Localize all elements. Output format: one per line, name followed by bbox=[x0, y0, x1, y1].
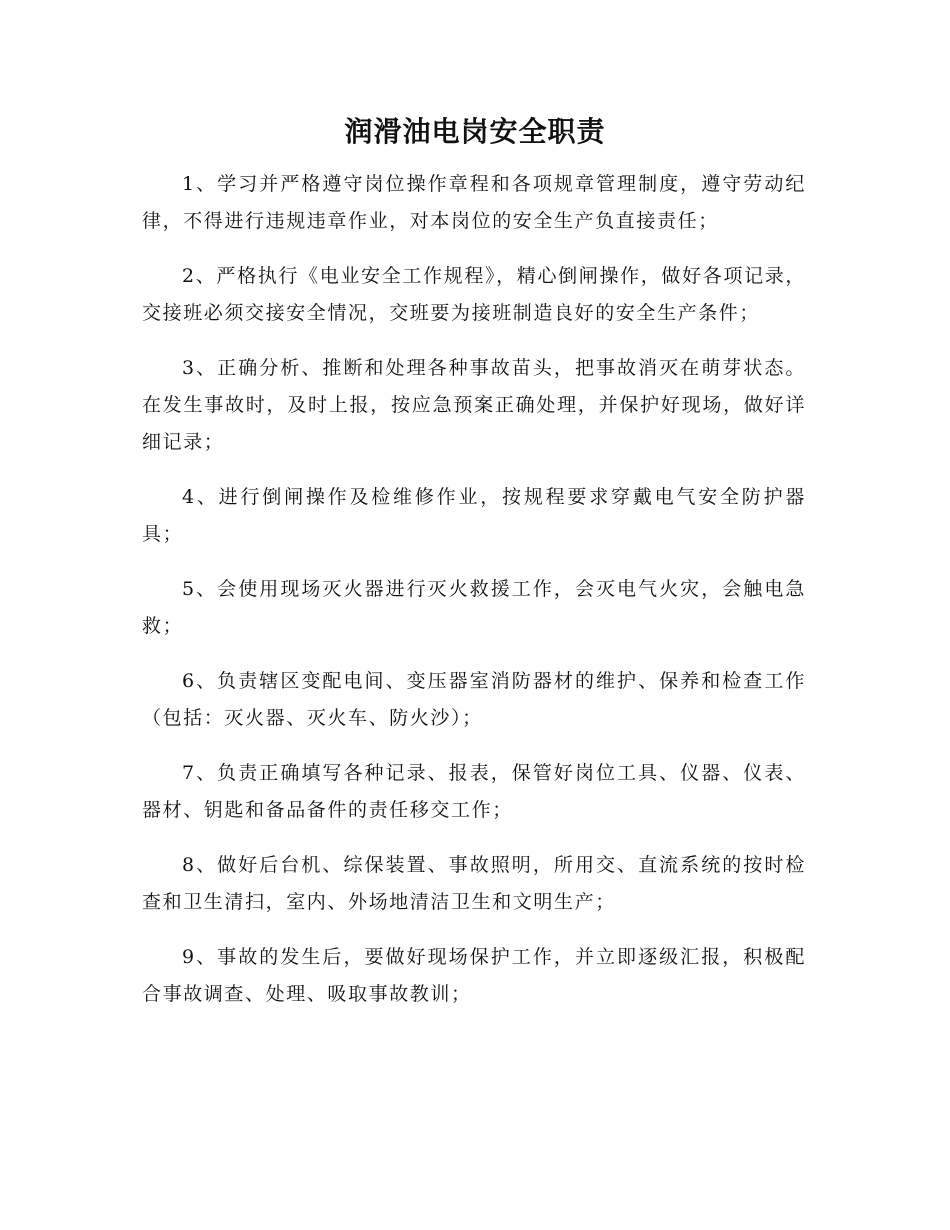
document-body bbox=[142, 166, 806, 1031]
duty-item-5: 5、会使用现场灭火器进行灭火救援工作，会灭电气火灾，会触电急救； bbox=[142, 578, 806, 637]
duty-item-1: 1、学习并严格遵守岗位操作章程和各项规章管理制度，遵守劳动纪律，不得进行违规违章作业，对本岗位的安全生产负直接责任； bbox=[142, 173, 806, 232]
duty-item-6: 6、负责辖区变配电间、变压器室消防器材的维护、保养和检查工作（包括：灭火器、灭火车、防火沙）； bbox=[142, 670, 806, 729]
duty-item-9: 9、事故的发生后，要做好现场保护工作，并立即逐级汇报，积极配合事故调查、处理、吸取事故教训； bbox=[142, 946, 806, 1005]
duty-item-3: 3、正确分析、推断和处理各种事故苗头，把事故消灭在萌芽状态。在发生事故时，及时上报，按应急预案正确处理，并保护好现场，做好详细记录； bbox=[142, 357, 806, 453]
duty-item-8: 8、做好后台机、综保装置、事故照明，所用交、直流系统的按时检查和卫生清扫，室内、外场地清洁卫生和文明生产； bbox=[142, 854, 806, 913]
duty-item-2: 2、严格执行《电业安全工作规程》，精心倒闸操作，做好各项记录，交接班必须交接安全情况，交班要为接班制造良好的安全生产条件； bbox=[142, 265, 806, 324]
document-title: 润滑油电岗安全职责 bbox=[344, 115, 606, 148]
duty-item-4: 4、进行倒闸操作及检维修作业，按规程要求穿戴电气安全防护器具； bbox=[142, 486, 806, 545]
duty-item-7: 7、负责正确填写各种记录、报表，保管好岗位工具、仪器、仪表、器材、钥匙和备品备件的责任移交工作； bbox=[142, 762, 806, 821]
